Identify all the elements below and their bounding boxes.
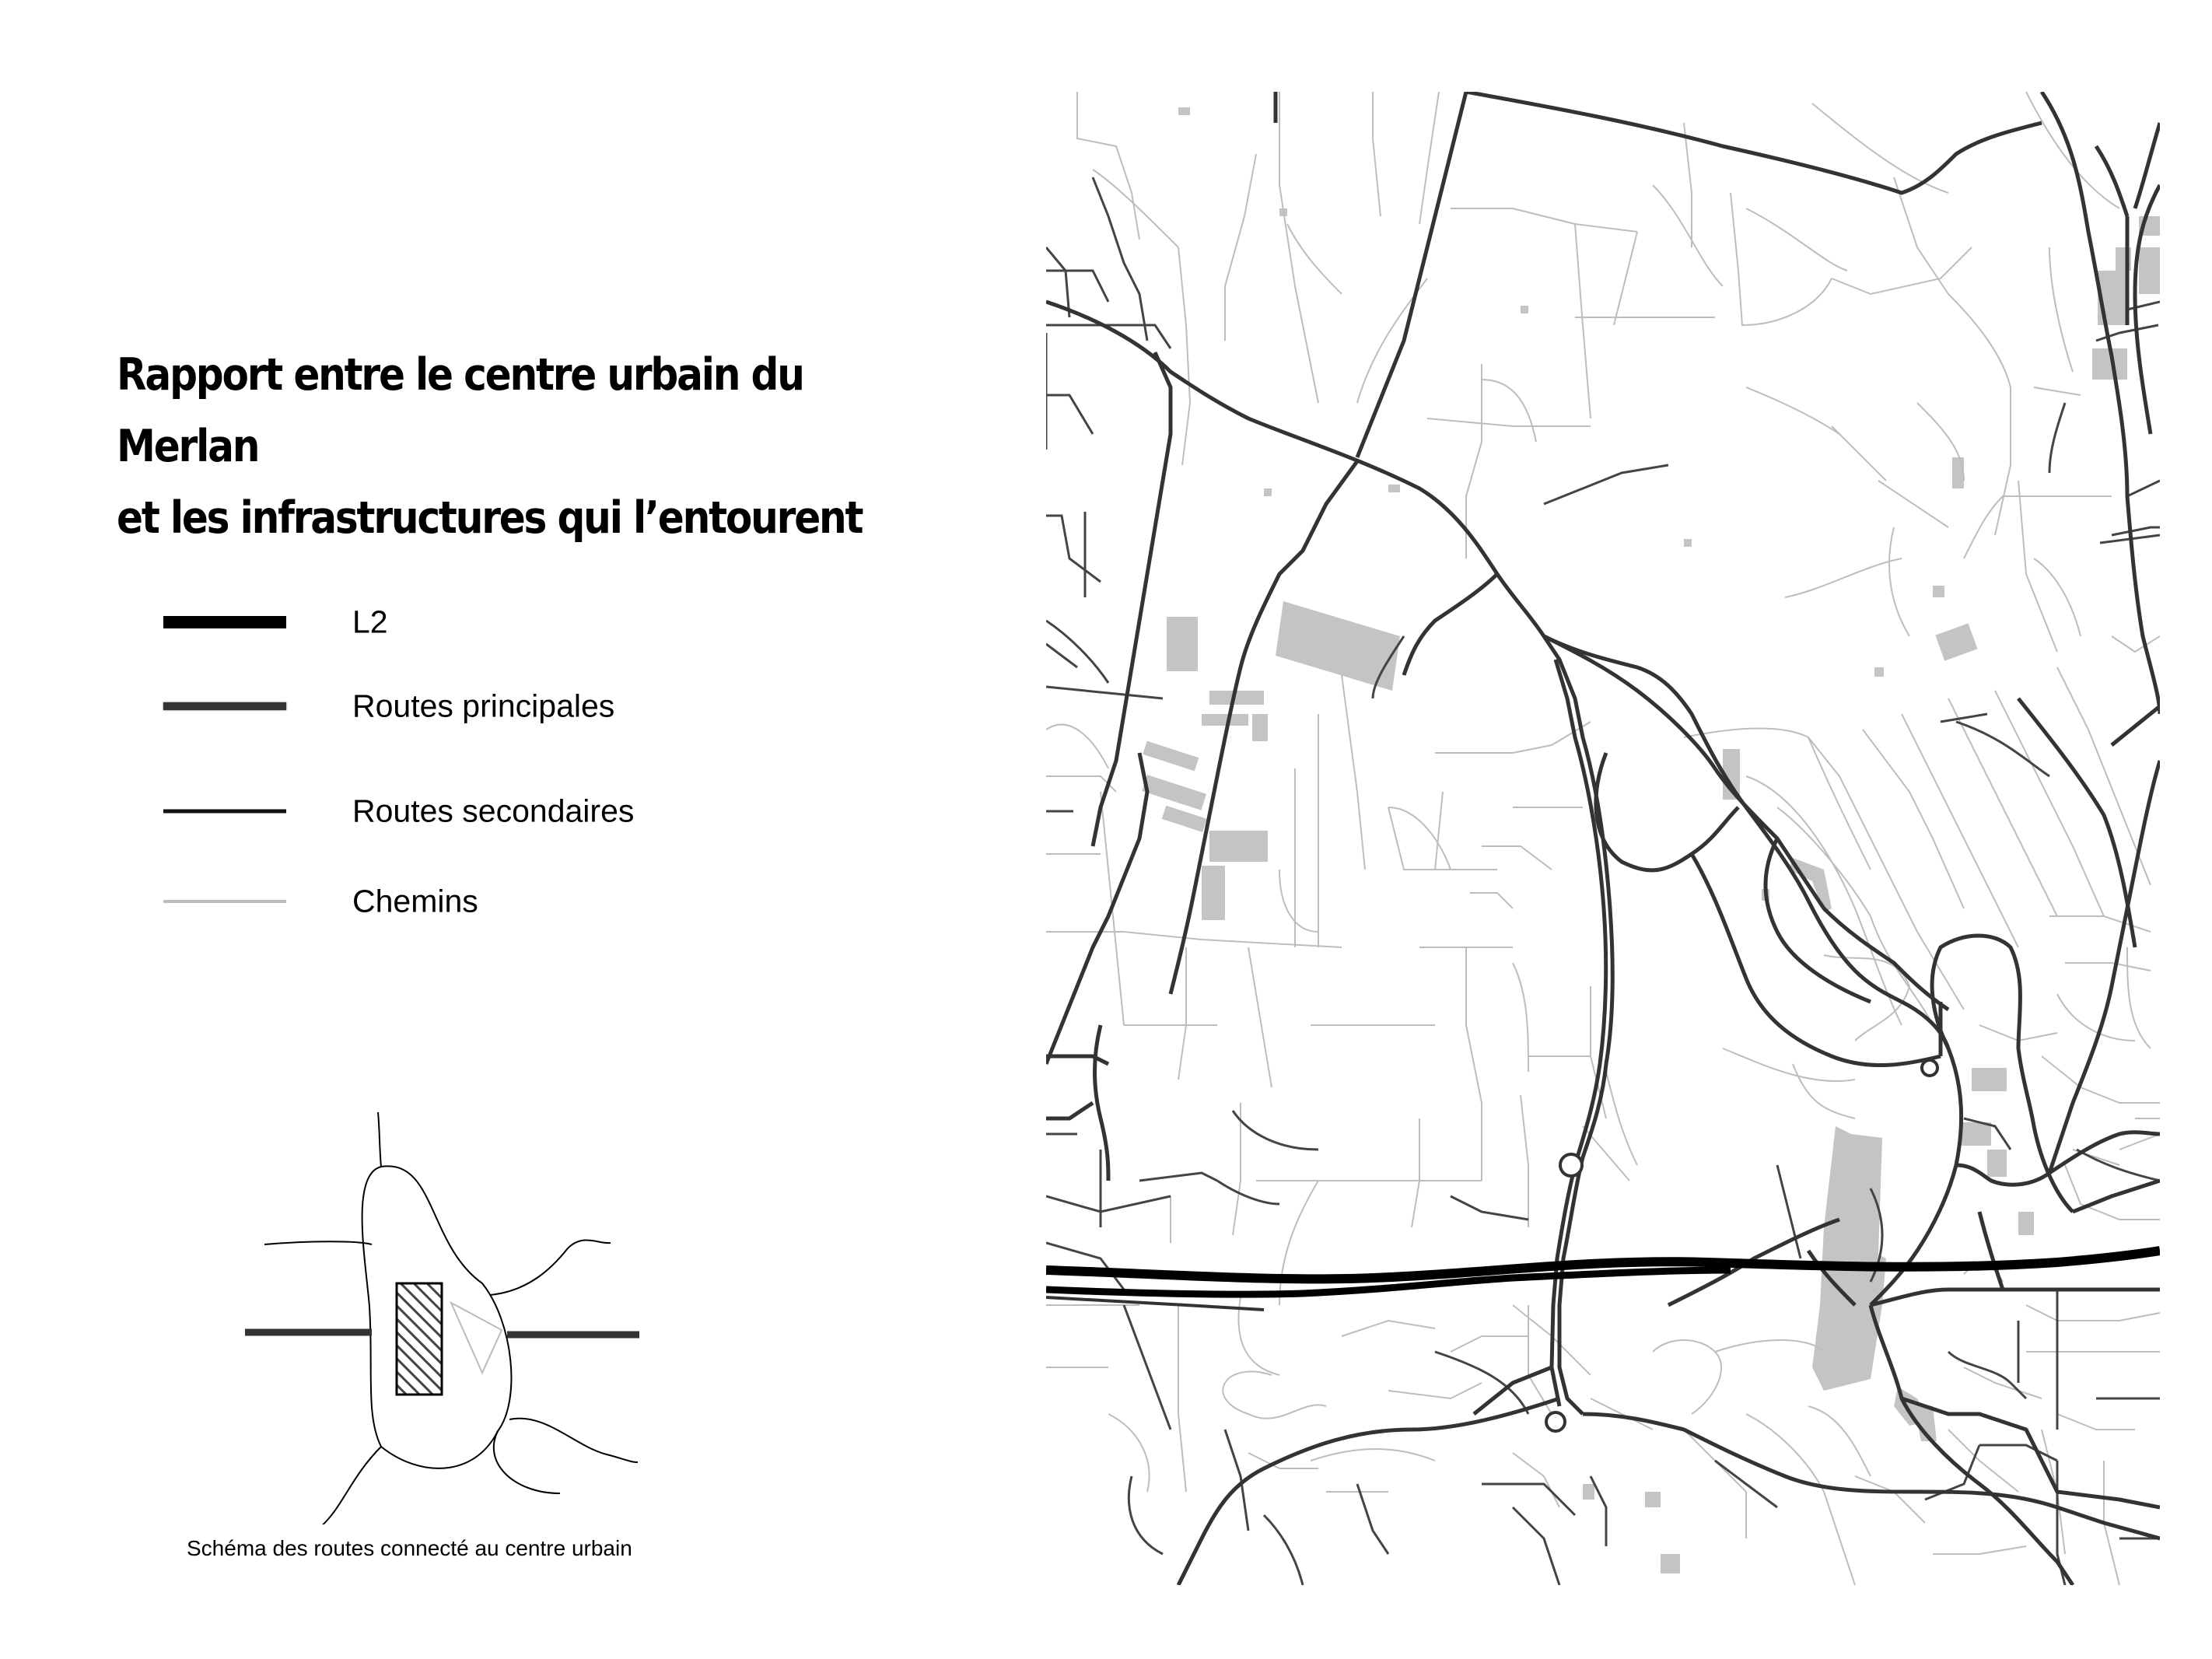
map-title xyxy=(117,339,870,554)
schema-road-southeast xyxy=(509,1419,638,1462)
schema-caption: Schéma des routes connecté au centre urbain xyxy=(187,1536,632,1560)
map-title-line-2: et les infrastructures qui l’entourent xyxy=(117,492,863,544)
road-schema-diagram xyxy=(233,1104,653,1524)
legend-swatch-main-roads xyxy=(163,702,286,710)
schema-road-south-inner xyxy=(494,1431,560,1493)
legend-label-l2: L2 xyxy=(352,604,388,640)
legend-swatch-secondary-roads xyxy=(163,810,286,814)
schema-road-northeast xyxy=(490,1240,611,1295)
schema-urban-core-block xyxy=(397,1283,442,1395)
legend-swatch-l2 xyxy=(163,616,286,628)
schema-road-north xyxy=(378,1112,381,1167)
legend-label-paths: Chemins xyxy=(352,883,478,919)
legend-swatch-paths xyxy=(163,900,286,903)
schema-road-southwest xyxy=(319,1447,381,1524)
road-network-map xyxy=(1046,92,2160,1585)
legend-label-main-roads: Routes principales xyxy=(352,688,615,724)
map-title-line-1: Rapport entre le centre urbain du Merlan xyxy=(117,349,803,472)
schema-road-northwest xyxy=(264,1241,372,1244)
legend-label-secondary-roads: Routes secondaires xyxy=(352,793,635,829)
